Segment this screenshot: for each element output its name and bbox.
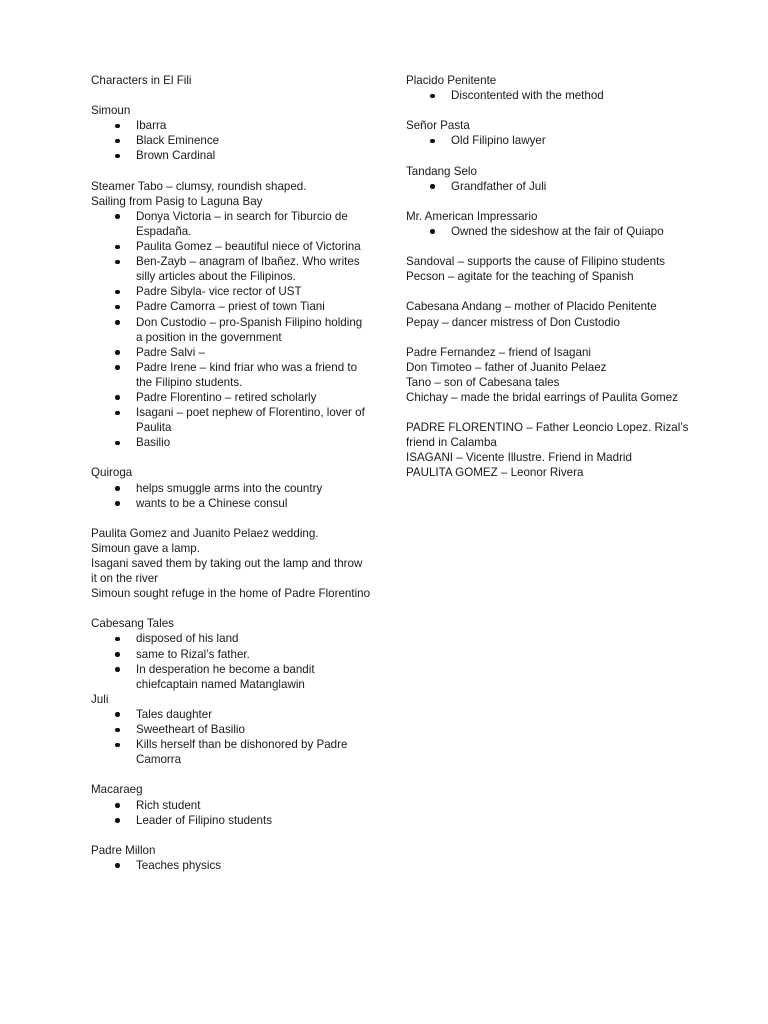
list-item: Padre Sibyla- vice rector of UST — [91, 284, 371, 299]
spacer — [406, 330, 696, 345]
list-item: Teaches physics — [91, 858, 371, 873]
character-heading-pasta: Señor Pasta — [406, 119, 470, 133]
character-heading-juli: Juli — [91, 692, 109, 706]
list-item: Owned the sideshow at the fair of Quiapo — [406, 224, 696, 239]
impresario-list — [406, 224, 696, 239]
selo-list — [406, 179, 696, 194]
list-item: Brown Cardinal — [91, 148, 371, 163]
list-item: Tales daughter — [91, 707, 371, 722]
character-heading-quiroga: Quiroga — [91, 466, 133, 480]
wedding-line: Paulita Gomez and Juanito Pelaez wedding. — [91, 526, 319, 540]
list-item: same to Rizal’s father. — [91, 647, 371, 662]
list-item: Sweetheart of Basilio — [91, 722, 371, 737]
list-item: Basilio — [91, 435, 371, 450]
left-column — [91, 73, 371, 873]
list-item: wants to be a Chinese consul — [91, 496, 371, 511]
character-line: Padre Fernandez – friend of Isagani — [406, 345, 591, 359]
spacer — [91, 767, 371, 782]
spacer — [91, 450, 371, 465]
character-line: Cabesana Andang – mother of Placido Penitente — [406, 300, 657, 314]
character-heading-placido: Placido Penitente — [406, 74, 497, 87]
list-item: Don Custodio – pro-Spanish Filipino holding a position in the government — [91, 315, 371, 345]
character-line: Pepay – dancer mistress of Don Custodio — [406, 315, 620, 329]
list-item: Leader of Filipino students — [91, 813, 371, 828]
list-item: Padre Salvi – — [91, 345, 371, 360]
list-item: Discontented with the method — [406, 88, 696, 103]
spacer — [91, 164, 371, 179]
list-item: Rich student — [91, 798, 371, 813]
character-line: Don Timoteo – father of Juanito Pelaez — [406, 360, 607, 374]
wedding-line: Isagani saved them by taking out the lamp and throw it on the river — [91, 557, 363, 586]
character-heading-simoun: Simoun — [91, 104, 131, 118]
right-column — [406, 73, 696, 481]
list-item: disposed of his land — [91, 631, 371, 646]
wedding-line: Simoun gave a lamp. — [91, 541, 200, 555]
real-life-counterpart-line: ISAGANI – Vicente Illustre. Friend in Madrid — [406, 451, 632, 465]
character-heading-impresario: Mr. American Impressario — [406, 209, 538, 223]
spacer — [406, 284, 696, 299]
steamer-list — [91, 209, 371, 451]
real-life-counterpart-line: PAULITA GOMEZ – Leonor Rivera — [406, 466, 584, 480]
macaraeg-list — [91, 798, 371, 828]
spacer — [91, 511, 371, 526]
spacer — [406, 103, 696, 118]
steamer-line: Sailing from Pasig to Laguna Bay — [91, 194, 263, 208]
list-item: Isagani – poet nephew of Florentino, lover of Paulita — [91, 405, 371, 435]
steamer-line: Steamer Tabo – clumsy, roundish shaped. — [91, 179, 307, 193]
list-item: Grandfather of Juli — [406, 179, 696, 194]
list-item: Old Filipino lawyer — [406, 133, 696, 148]
simoun-list — [91, 118, 371, 163]
tales-list — [91, 631, 371, 691]
character-line: Tano – son of Cabesana tales — [406, 375, 560, 389]
spacer — [406, 239, 696, 254]
millon-list — [91, 858, 371, 873]
list-item: helps smuggle arms into the country — [91, 481, 371, 496]
juli-list — [91, 707, 371, 767]
list-item: Padre Irene – kind friar who was a friend to the Filipino students. — [91, 360, 371, 390]
list-item: Kills herself than be dishonored by Padre Camorra — [91, 737, 371, 767]
list-item: Paulita Gomez – beautiful niece of Victorina — [91, 239, 371, 254]
spacer — [91, 601, 371, 616]
spacer — [406, 148, 696, 163]
list-item: Ben-Zayb – anagram of Ibañez. Who writes silly articles about the Filipinos. — [91, 254, 371, 284]
character-line: Sandoval – supports the cause of Filipino students — [406, 255, 666, 269]
spacer — [91, 828, 371, 843]
character-heading-tales: Cabesang Tales — [91, 617, 174, 631]
spacer — [406, 194, 696, 209]
list-item: Ibarra — [91, 118, 371, 133]
list-item: Padre Camorra – priest of town Tiani — [91, 299, 371, 314]
quiroga-list — [91, 481, 371, 511]
character-heading-millon: Padre Millon — [91, 843, 156, 857]
character-line: Chichay – made the bridal earrings of Paulita Gomez — [406, 390, 678, 404]
list-item: Donya Victoria – in search for Tiburcio de Espadaña. — [91, 209, 371, 239]
real-life-counterpart-line: PADRE FLORENTINO – Father Leoncio Lopez. Rizal’s friend in Calamba — [406, 421, 689, 450]
list-item: Padre Florentino – retired scholarly — [91, 390, 371, 405]
placido-list — [406, 88, 696, 103]
character-line: Pecson – agitate for the teaching of Spanish — [406, 270, 634, 284]
character-heading-selo: Tandang Selo — [406, 164, 477, 178]
list-item: Black Eminence — [91, 133, 371, 148]
spacer — [91, 88, 371, 103]
pasta-list — [406, 133, 696, 148]
wedding-line: Simoun sought refuge in the home of Padre Florentino — [91, 587, 371, 601]
character-heading-macaraeg: Macaraeg — [91, 783, 143, 797]
spacer — [406, 405, 696, 420]
list-item: In desperation he become a bandit chiefcaptain named Matanglawin — [91, 662, 371, 692]
document-title: Characters in El Fili — [91, 74, 192, 87]
